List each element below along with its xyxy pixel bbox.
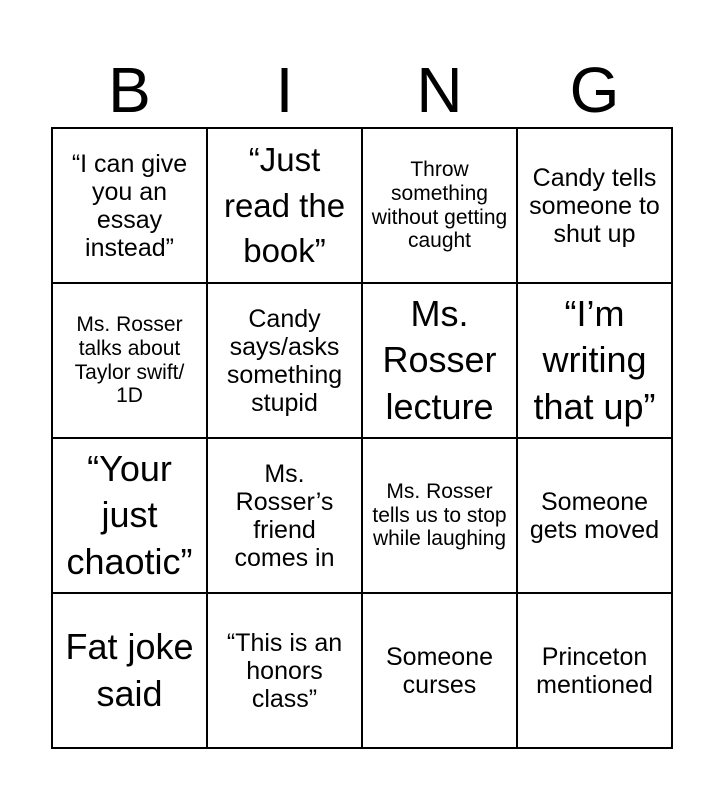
bingo-cell-r2c1[interactable] xyxy=(53,284,208,439)
cell-text: Throw something without getting caught xyxy=(371,158,508,253)
cell-text: Candy says/asks something stupid xyxy=(226,304,343,417)
bingo-cell-r1c3[interactable] xyxy=(363,129,518,284)
bingo-cell-r4c1[interactable] xyxy=(53,594,208,749)
bingo-cell-r2c2[interactable] xyxy=(208,284,363,439)
cell-text: Someone curses xyxy=(385,642,494,699)
bingo-cell-r4c3[interactable] xyxy=(363,594,518,749)
cell-text: Ms. Rosser lecture xyxy=(382,293,497,427)
bingo-board xyxy=(51,127,673,749)
bingo-cell-r2c4[interactable] xyxy=(518,284,673,439)
bingo-cell-r3c2[interactable] xyxy=(208,439,363,594)
cell-text: Ms. Rosser’s friend comes in xyxy=(234,459,335,572)
bingo-header xyxy=(52,52,672,128)
header-letter-n: N xyxy=(416,54,463,126)
cell-text: Princeton mentioned xyxy=(536,642,653,699)
bingo-cell-r4c2[interactable] xyxy=(208,594,363,749)
header-letter-g: G xyxy=(569,54,620,126)
bingo-cell-r1c1[interactable] xyxy=(53,129,208,284)
bingo-cell-r1c4[interactable] xyxy=(518,129,673,284)
cell-text: “Just read the book” xyxy=(223,141,346,270)
bingo-cell-r3c1[interactable] xyxy=(53,439,208,594)
bingo-cell-r4c4[interactable] xyxy=(518,594,673,749)
cell-text: Ms. Rosser tells us to stop while laughing xyxy=(372,480,507,551)
bingo-cell-r2c3[interactable] xyxy=(363,284,518,439)
header-letter-b: B xyxy=(108,54,151,126)
cell-text: Ms. Rosser talks about Taylor swift/ 1D xyxy=(74,313,185,408)
cell-text: “Your just chaotic” xyxy=(66,448,193,582)
header-letter-i: I xyxy=(275,54,294,126)
bingo-cell-r1c2[interactable] xyxy=(208,129,363,284)
cell-text: “I’m writing that up” xyxy=(533,293,656,427)
cell-text: Candy tells someone to shut up xyxy=(529,163,660,248)
bingo-cell-r3c4[interactable] xyxy=(518,439,673,594)
cell-text: “This is an honors class” xyxy=(226,628,343,713)
cell-text: “I can give you an essay instead” xyxy=(71,149,188,262)
bingo-cell-r3c3[interactable] xyxy=(363,439,518,594)
cell-text: Someone gets moved xyxy=(529,487,660,544)
cell-text: Fat joke said xyxy=(65,626,194,714)
